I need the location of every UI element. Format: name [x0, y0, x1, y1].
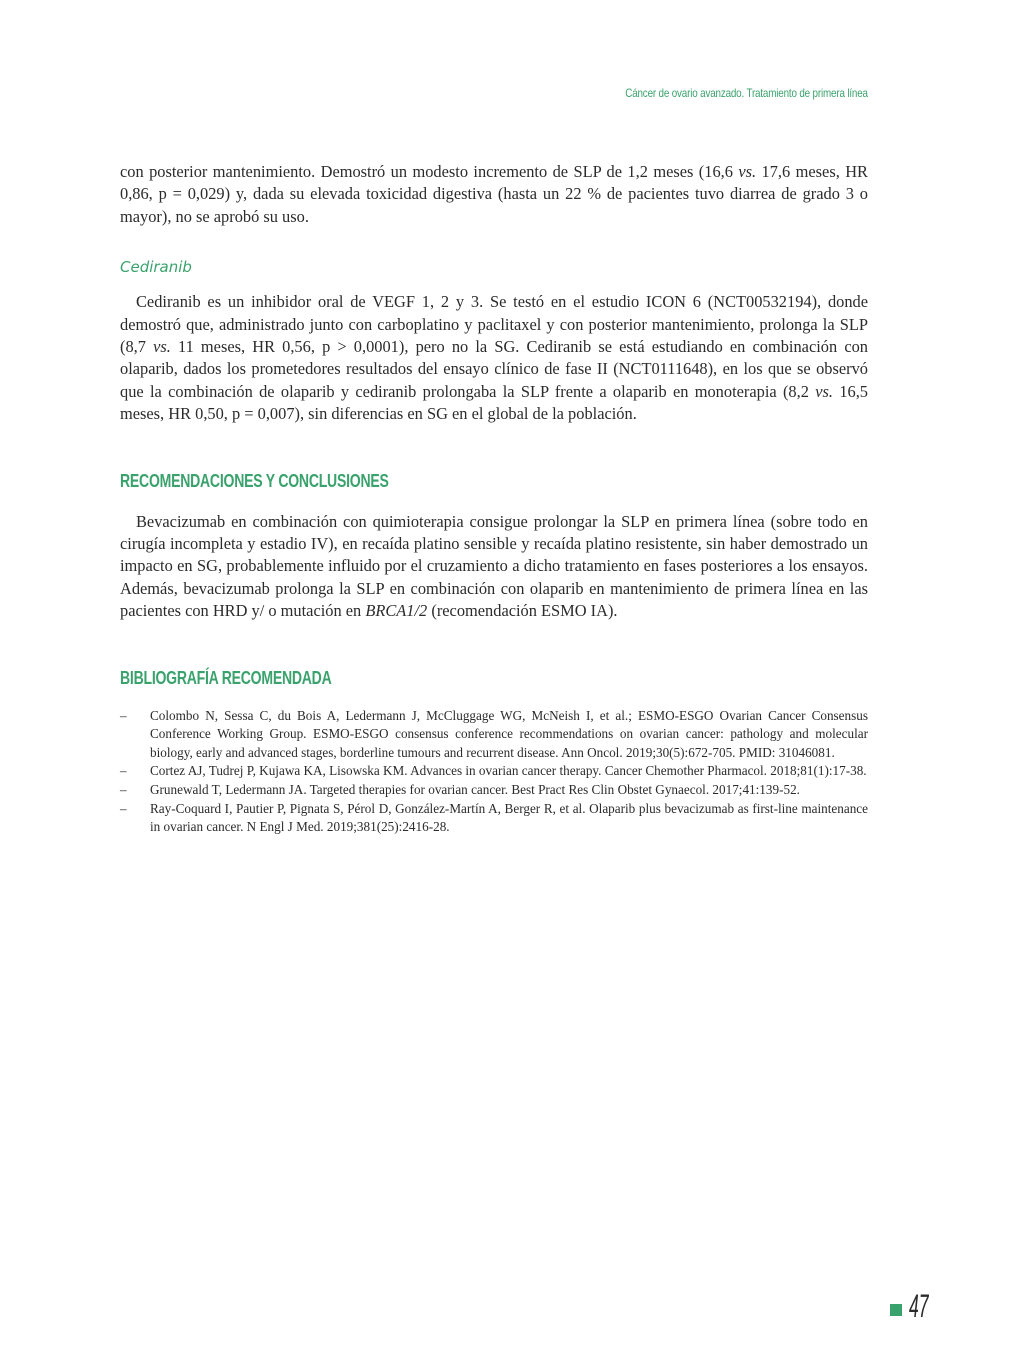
page-number: 47 — [909, 1288, 929, 1324]
bibliography-heading: BIBLIOGRAFÍA RECOMENDADA — [120, 667, 332, 688]
list-bullet: – — [120, 782, 127, 798]
list-bullet: – — [120, 707, 127, 723]
cediranib-heading: Cediranib — [120, 258, 192, 277]
cediranib-paragraph: Cediranib es un inhibidor oral de VEGF 1, 2 y 3. Se testó en el estudio ICON 6 (NCT00532194), donde demostró que, administrado junto con carboplatino y paclitaxel y con posterior mantenimiento, prolonga la SLP (8,7 vs. 11 meses, HR 0,56, p > 0,0001), pero no la SG. Cediranib se está estudiando en combinación con olaparib, dados los prometedores resultados del ensayo clínico de fase II (NCT0111648), en los que se observó que la combinación de olaparib y cediranib prolongaba la SLP frente a olaparib en monoterapia (8,2 vs. 16,5 meses, HR 0,50, p = 0,007), sin diferencias en SG en el global de la población. — [120, 292, 868, 424]
page-footer — [890, 1288, 945, 1325]
conclusions-heading: RECOMENDACIONES Y CONCLUSIONES — [120, 470, 389, 491]
folio-square-icon — [890, 1304, 902, 1316]
running-header: Cáncer de ovario avanzado. Tratamiento de primera línea — [625, 86, 868, 100]
list-bullet: – — [120, 763, 127, 779]
page-body — [120, 161, 868, 837]
reference-list — [120, 707, 868, 837]
reference-item: – Grunewald T, Ledermann JA. Targeted therapies for ovarian cancer. Best Pract Res Clin Obstet Gynaecol. 2017;41:139-52. — [120, 781, 868, 800]
reference-item: – Colombo N, Sessa C, du Bois A, Ledermann J, McCluggage WG, McNeish I, et al.; ESMO-ESGO Ovarian Cancer Consensus Conference Working Group. ESMO-ESGO consensus conference recommendations on ovarian cancer: pathology and molecular biology, early and advanced stages, borderline tumours and recurrent disease. Ann Oncol. 2019;30(5):672-705. PMID: 31046081. — [120, 707, 868, 760]
conclusions-paragraph: Bevacizumab en combinación con quimioterapia consigue prolongar la SLP en primera línea (sobre todo en cirugía incompleta y estadio IV), en recaída platino sensible y recaída platino resistente, sin haber demostrado un impacto en SG, probablemente influido por el cruzamiento a dicho tratamiento en fases posteriores a los ensayos. Además, bevacizumab prolonga la SLP en combinación con olaparib en mantenimiento de primera línea en las pacientes con HRD y/ o mutación en BRCA1/2 (recomendación ESMO IA). — [120, 511, 868, 621]
intro-paragraph: con posterior mantenimiento. Demostró un modesto incremento de SLP de 1,2 meses (16,6 vs. 17,6 meses, HR 0,86, p = 0,029) y, dada su elevada toxicidad digestiva (hasta un 22 % de pacientes tuvo diarrea de grado 3 o mayor), no se aprobó su uso. — [120, 162, 868, 226]
list-bullet: – — [120, 800, 127, 816]
reference-item: – Ray-Coquard I, Pautier P, Pignata S, Pérol D, González-Martín A, Berger R, et al. Olaparib plus bevacizumab as first-line maintenance in ovarian cancer. N Engl J Med. 2019;381(25):2416-28. — [120, 800, 868, 835]
reference-item: – Cortez AJ, Tudrej P, Kujawa KA, Lisowska KM. Advances in ovarian cancer therapy. Cancer Chemother Pharmacol. 2018;81(1):17-38. — [120, 762, 868, 781]
